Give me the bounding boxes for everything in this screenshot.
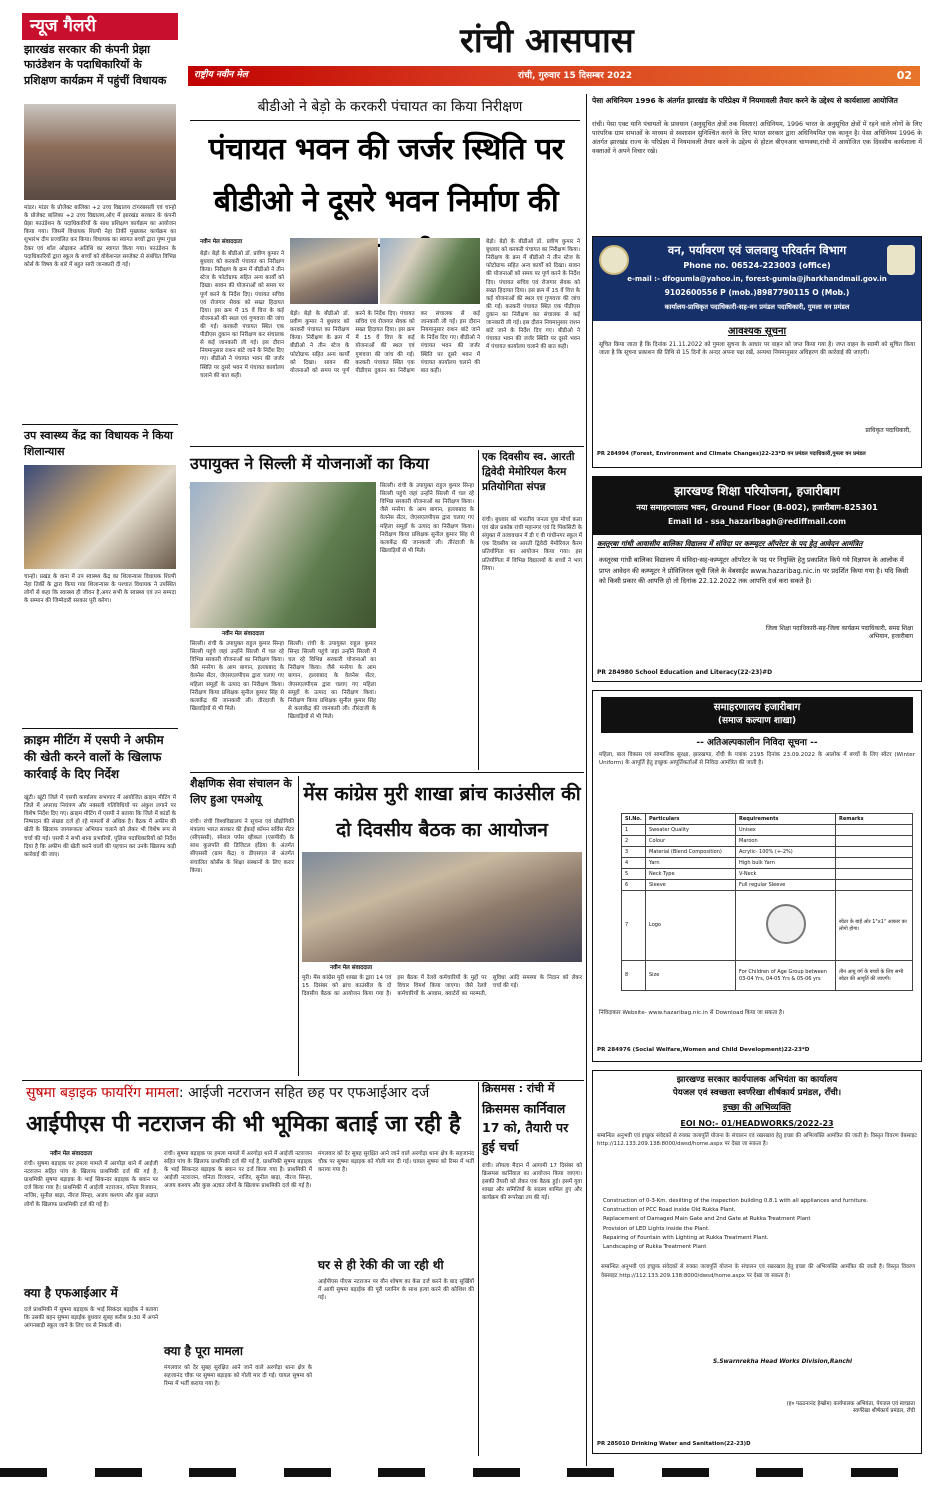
congress-byline: नवीन मेल संवाददाता — [330, 965, 373, 971]
sidebar-divider-2 — [22, 728, 178, 729]
list-item: Provision of LED Lights inside the Plant. — [603, 1225, 710, 1232]
sidebar-story-1-body: मांडर। मांडर के प्रोजेक्ट बालिका +2 उच्च विद्यालय टांगरबसली एवं चान्हो के प्रोजेक्ट बालिका +2 उच्च विद्यालय,ओए में झारखंड सरकार के कंपनी प्रेझा फाउंडेशन के पदाधिकारियों के साथ प्रशिक्षण कार्यक्रम का आयोजन किया गया। जिसमें विधायक शिल्पी नेहा तिर्की मुख्यकर कार्यक्रम का शुभारंभ दीप प्रज्वलित कर किया। विधायक का स्वागत बच्चों द्वारा पुष्प गुच्छ देकर एवं शॉल ओढ़ाकर अतिथि का स्वागत किया गया। फाउंडेशन के पदाधिकारियों द्वारा स्कूल के बच्चों को वोकेशनल सब्जेक्ट से संबंधित विभिन्न कोर्स के विषय के बारे में बहुत सारी जानकारी दी गई। — [24, 205, 176, 268]
table-row: 2 Colour Maroon — [622, 836, 913, 847]
silli-bottom-rule — [190, 772, 584, 773]
color-registration-strip — [0, 1468, 945, 1477]
shaikshik-divider — [298, 776, 299, 1076]
sidebar-story-2-body: चान्हो। प्रखंड के वाना में उप स्वास्थ्य केंद्र का शिलान्यास विधायक शिल्पी नेहा तिर्की के द्वारा किया गया शिलान्यास के पश्चात विधायक ने उपस्थित लोगों से कहा कि स्वास्थ्य ही जीवन है,अगर सभी के स्वास्थ्य एवं तन सम्पदा के सम्मान की जिम्मेदारी सरकार पूरी करेगा। — [24, 574, 176, 605]
congress-photo — [302, 852, 582, 962]
table-row: 5 Neck Type V-Neck — [622, 869, 913, 880]
aarti-headline: एक दिवसीय स्व. आरती द्विवेदी मेमोरियल कैरम प्रतियोगिता संपन्न — [482, 451, 575, 494]
list-item: Repairing of Fountain with Lighting at Rukka Treatment Plant. — [603, 1234, 769, 1241]
samaharnalaya-ad: समाहरणालय हजारीबाग (समाज कल्याण शाखा) -- अतिअल्पकालीन निविदा सूचना -- महिला, बाल विकास एवं सामाजिक सुरक्षा, झारखण्ड, राँची के पत्रांक 2195 दिनांक 23.09.2022 के आलोक में बच्चों के लिए स्वेटर (Winter Uniform) के आपूर्ति हेतु इच्छुक आपूर्तिकर्ताओं से निविदा आमंत्रित की जाती है। Sl.No. Particulars Requirements Remarks 1 Sweater Quality Unisex 2 Colour Maroon 3 Material (Blend Composition) Acrylic- 100% (+-2%) 4 Yarn High bulk Yarn 5 Neck Type V-Neck 6 Sleeve Full regular Sleeve 7 Logo स्वेटर के बाईं ओर 1"x1" आकार का लोगो होगा। 8 Size For Children of Age Group between 03-04 Yrs, 04-05 Yrs & 05-06 yrs तीन आयु वर्ग के बच्चों के लिए सभी स्वेटर की आपूर्ति की जाएगी। निविदाकार Website- www.hazaribag.nic.in से Download किया जा सकता है। PR 284976 (Social Welfare,Women and Child Development)22-23*D — [592, 690, 922, 1062]
masthead-title: रांची आसपास — [460, 21, 634, 61]
paibhar-ad: झारखण्ड सरकार कार्यपालक अभियंता का कार्यालय पेयजल एवं स्वच्छता स्वर्णरेखा शीर्षकार्य प्रमंडल, राँची। इच्छा की अभिव्यक्ति EOI NO:- 01/HEADWORKS/2022-23 सम्बन्धित अनुभवी एवं इच्छुक संवेदकों से रुक्का जलापूर्ति योजना के संचालन एवं रखरखाव हेतु इच्छा की अभिव्यक्ति आमंत्रित की जाती है। विस्तृत विवरण वेबसाइट http://112.133.209.138:8000/dwsd/home.aspx पर देखा जा सकता है। Construction of 0-3-Km. desilting of the inspection building 0.8.1 with all appliances and furniture. Construction of PCC Road inside Old Rukka Plant. Replacement of Damaged Main Gate and 2nd Gate at Rukka Treatment Plant Provision of LED Lights inside the Plant. Repairing of Fountain with Lighting at Rukka Treatment Plant. Landscaping of Rukka Treatment Plant सम्बन्धित अनुभवी एवं इच्छुक संवेदकों से रुक्का जलापूर्ति योजना के संचालन एवं रखरखाव हेतु इच्छा की अभिव्यक्ति आमंत्रित की जाती है। विस्तृत विवरण वेबसाइट http://112.133.209.138:8000/dwsd/home.aspx पर देखा जा सकता है। S.Swarnrekha Head Works Division,Ranchi (ह० पठठनानंद हेम्ब्रोम) कार्यपालक अभियंता, पेयजल एवं स्वच्छता स्वर्णरेखा शीर्षकार्य प्रमंडल, राँची PR 285010 Drinking Water and Sanitation(22-23)D — [592, 1070, 922, 1454]
lead-kicker: बीडीओ ने बेड़ो के करकरी पंचायत का किया निरीक्षण — [257, 99, 523, 115]
congress-headline: मेंस कांग्रेस मुरी शाखा ब्रांच काउंसील की दो दिवसीय बैठक का आयोजन — [303, 783, 581, 841]
ips-sub2: क्या है पूरा मामला — [164, 1344, 243, 1358]
silli-headline: उपायुक्त ने सिल्ली में योजनाओं का किया — [190, 454, 429, 473]
list-item: Landscaping of Rukka Treatment Plant — [603, 1243, 707, 1250]
sidebar-banner-text: न्यूज गैलरी — [30, 16, 96, 36]
shiksha-ad: झारखण्ड शिक्षा परियोजना, हजारीबाग नया समाहरणालय भवन, Ground Floor (B-002), हजारीबाग-825301 Email Id - ssa_hazaribagh@rediffmail.com कस्तूरबा गांधी आवासीय बालिका विद्यालय में संविदा पर कम्प्यूटर ऑपरेटर के पद हेतु आवेदन आमंत्रित कस्तूरबा गांधी बालिका विद्यालय में संविदा-सह-कम्प्यूटर ऑपरेटर के पद पर नियुक्ति हेतु प्रकाशित किये गये विज्ञापन के आलोक में प्राप्त आवेदन की कम्प्यूटर ने प्रोविजिनल सूची जिले के वेबसाईट www.hazaribag.nic.in पर प्रदर्शित किया गया है। यदि किसी को किसी प्रकार की आपत्ति हो तो दिनांक 22.12.2022 तक आपत्ति दर्ज करा सकते है। जिला शिक्षा पदाधिकारी-सह-जिला कार्यक्रम पदाधिकारी, समग्र शिक्षा अभियान, हजारीबाग PR 284980 School Education and Literacy(22-23)#D — [592, 476, 922, 682]
table-row: 6 Sleeve Full regular Sleeve — [622, 880, 913, 891]
ips-divider — [478, 1082, 479, 1456]
bottom-section-rule — [22, 1080, 584, 1081]
table-row: 7 Logo स्वेटर के बाईं ओर 1"x1" आकार का लोगो होगा। — [622, 891, 913, 961]
table-row: 4 Yarn High bulk Yarn — [622, 858, 913, 869]
masthead-paper: राष्ट्रीय नवीन मेल — [194, 70, 248, 80]
pesa-body: रांची। पेसा एक्ट यानि पंचायतों के प्रावधान (अनुसूचित क्षेत्रों तक विस्तार) अधिनियम, 1996 भारत के अनुसूचित क्षेत्रों में रहने वाले लोगों के लिए पारंपरिक ग्राम सभाओं के माध्यम से स्वशासन सुनिश्चित करने के लिए भारत सरकार द्वारा अधिनियमित एक कानून है। पेसा अधिनियम 1996 के अंतर्गत झारखंड राज्य के परिप्रेक्ष्य में नियमावली तैयार करने के उद्देश्य से होटल बीएनआर चाणक्या,रांची में आयोजित एक दिवसीय कार्यशाला में वक्ताओं ने अपने विचार रखे। — [592, 121, 922, 156]
masthead-bar — [188, 66, 920, 86]
sidebar-story-3-headline: क्राइम मीटिंग में एसपी ने अफीम की खेती करने वालों के खिलाफ कार्रवाई के दिए निर्देश — [24, 733, 164, 781]
shaikshik-body: रांची। रांची विश्वविद्यालय ने सूचना एवं प्रौद्योगिकी मंत्रालय भारत सरकार की ईकाई कॉमन सर्विस सेंटर (सीएससी), स्पेशल पर्पस व्हीकल (एसपीवी) के साथ कुलपति की डिजिटल इंडिया के अंतर्गत सीएससी (ग्राम केंद्र) व डीएसएल से अंतर्गत संचालित कोर्सेस के शिक्षा संस्थानों के लिए करार किया। — [190, 819, 294, 874]
ips-headline: आईपीएस पी नटराजन की भी भूमिका बताई जा रही है — [26, 1112, 461, 1137]
ips-sub1: क्या है एफआईआर में — [24, 1286, 118, 1300]
paibhar-items — [603, 1197, 915, 1252]
sidebar-divider-1 — [22, 424, 178, 425]
lead-body-col-3: बेड़ो। बेड़ो के बीडीओ डॉ. प्रवीण कुमार ने बुधवार को करकरी पंचायत का निरीक्षण किया। निरीक्षण के क्रम में बीडीओ ने तीन स्टेज के फोटोग्राफ सहित अन्य कार्यों को दिखा। सावन की योजनाओं को समय पर पूर्ण करने के निर्देश दिए। पंचायत सचिव एवं रोजगार सेवक को सख्त हिदायत दिया। इस क्रम में 15 वें वित्त के कई योजनाओं की स्थल एवं गुणवत्ता की जांच की गई। करकरी पंचायत स्थित एक पीडीएस दुकान का निरीक्षण कर संचालक से कई जानकारी ली गई। इस दौरान नियमानुसार राशन बांटे जाने के निर्देश दिए गए। बीडीओ ने पंचायत भवन की जर्जर स्थिति पर दूसरे भवन में पंचायत कार्यालय चलाने की बात कही। — [486, 239, 580, 351]
silli-photo — [190, 482, 376, 628]
silli-body-2: सिल्ली। रांची के उपायुक्त राहुल कुमार सिन्हा सिल्ली पहुंचे जहां उन्होंने सिल्ली में चल रहे विभिन्न सरकारी योजनाओं का निरीक्षण किया। जैसे मनरेगा के आम बागान, हल्लाबाद के वेलनेस सेंटर, जेएसएलपीएस द्वारा चलाए गए महिला समूहों के उत्पाद का निरीक्षण किया। निरीक्षण किया प्रशिक्षक सुनील कुमार सिंह से कलाकेंद्र की जानकारी ली। तीरंदाजी के खिलाड़ियों से भी मिले। — [288, 641, 376, 720]
sidebar-story-1-headline: झारखंड सरकार की कंपनी प्रेझा फाउंडेशन के पदाधिकारियों के प्रशिक्षण कार्यक्रम में पहुंचीं विधायक — [24, 43, 167, 87]
list-item: Construction of 0-3-Km. desilting of the inspection building 0.8.1 with all appliances and furniture. — [603, 1198, 868, 1204]
sidebar-story-1-photo — [24, 104, 176, 200]
table-row: 8 Size For Children of Age Group between 03-04 Yrs, 04-05 Yrs & 05-06 yrs तीन आयु वर्ग के बच्चों के लिए सभी स्वेटर की आपूर्ति की जाएगी। — [622, 961, 913, 991]
forest-seal-icon — [599, 245, 629, 275]
congress-body: मुरी। मेंस कांग्रेस मुरी शाखा के द्वारा 14 एवं 15 दिसंबर को ब्रांच काउंसील के दो दिवसीय बैठक का आयोजन किया गया है। इस बैठक में रेलवे कर्मचारियों के मुद्दों पर विचार विमर्श किया जाएगा। जैसे रेलवे कर्मचारियों के आवास, क्वार्टरों का मरम्मती, सुविधा आदि समस्या के निदान को लेकर चर्चा की गई। — [302, 975, 582, 998]
lead-kicker-rule — [190, 120, 580, 121]
masthead-dateline: रांची, गुरुवार 15 दिसम्बर 2022 — [518, 71, 632, 81]
shaikshik-headline: शैक्षणिक सेवा संचालन के लिए हुआ एमओयू — [190, 777, 292, 806]
aarti-body: रांची। बुधवार को भारतीय जनता युवा मोर्चा कला एवं खेल प्रकोष्ठ रांची महानगर एवं दि पिंकसिटी के संयुक्त में तत्वावधान में डी ए वी गांधीनगर स्कूल में एक दिवसीय स्व आरती द्विवेदी मेमोरियल कैरम प्रतियोगिता का आयोजन किया गया। इस प्रतियोगिता में विभिन्न विद्यालयों के बच्चों ने भाग लिया। — [482, 517, 582, 572]
lead-body-col-2: बेड़ो। बेड़ो के बीडीओ डॉ. प्रवीण कुमार ने बुधवार को करकरी पंचायत का निरीक्षण किया। निरीक्षण के क्रम में बीडीओ ने तीन स्टेज के फोटोग्राफ सहित अन्य कार्यों को दिखा। सावन की योजनाओं को समय पर पूर्ण करने के निर्देश दिए। पंचायत सचिव एवं रोजगार सेवक को सख्त हिदायत दिया। इस क्रम में 15 वें वित्त के कई योजनाओं की स्थल एवं गुणवत्ता की जांच की गई। करकरी पंचायत स्थित एक पीडीएस दुकान का निरीक्षण कर संचालक से कई जानकारी ली गई। इस दौरान नियमानुसार राशन बांटे जाने के निर्देश दिए गए। बीडीओ ने पंचायत भवन की जर्जर स्थिति पर दूसरे भवन में पंचायत कार्यालय चलाने की बात कही। — [290, 311, 480, 374]
ips-byline: नवीन मेल संवाददाता — [50, 1151, 93, 1157]
samaharnalaya-header: समाहरणालय हजारीबाग (समाज कल्याण शाखा) — [601, 697, 913, 733]
forest-ad-header: वन, पर्यावरण एवं जलवायु परिवर्तन विभाग Phone no. 06524-223003 (office) e-mail :- dfogumla@yahoo.in, forest-gumla@jharkhandmail.gov.in 9102600556 P (mob.)8987790115 O (Mob.) कार्यालय-प्राधिकृत पदाधिकारी-सह-वन प्रमंडल पदाधिकारी, गुमला वन प्रमंडल — [593, 237, 921, 321]
ips-kicker: सुषमा बड़ाइक फायरिंग मामला: आईजी नटराजन सहित छह पर एफआईआर दर्ज — [26, 1085, 430, 1101]
list-item: Construction of PCC Road inside Old Rukka Plant. — [603, 1207, 736, 1214]
forest-emblem-icon — [887, 245, 915, 275]
silli-divider — [478, 450, 479, 770]
sidebar-story-2-photo — [24, 465, 176, 569]
ips-sub3: घर से ही रेकी की जा रही थी — [318, 1258, 444, 1272]
list-item: Replacement of Damaged Main Gate and 2nd Gate at Rukka Treatment Plant — [603, 1216, 811, 1223]
shiksha-ad-header: झारखण्ड शिक्षा परियोजना, हजारीबाग नया समाहरणालय भवन, Ground Floor (B-002), हजारीबाग-825301 Email Id - ssa_hazaribagh@rediffmail.com — [593, 477, 921, 535]
ips-body-col3: मंगलवार को देर सुबह सुरक्षित आने जाने वाले अरगोड़ा थाना क्षेत्र के सहजानंद चौक पर सुषमा बड़ाइक को गोली मार दी गई। घायल सुषमा को रिम्स में भर्ती कराया गया है। — [318, 1151, 474, 1174]
sidebar-story-3-body: खूंटी। खूंटी जिले में एसपी कार्यालय सभागार में आयोजित क्राइम मीटिंग में जिले में अपराध नियंत्रण और नक्सली गतिविधियों पर अंकुश लगाने पर विशेष निर्देश दिए गए। क्राइम मीटिंग में एसपी ने बताया कि जिले में कांडों के निष्पादन की संख्या दर्ज हो रहे मामलों से अधिक है। बैठक में अफीम की खेती के खिलाफ जागरूकता अभियान चलाने को लेकर भी विशेष रूप से चर्चा की गई। एसपी ने सभी थाना प्रभारियों, पुलिस पदाधिकारियों को निर्देश दिया है कि अफीम की खेती करने वालों की पहचान कर उनके खिलाफ कड़ी कार्रवाई की जाए। — [24, 795, 176, 858]
christmas-body: रांची। लोयला मैदान में आगामी 17 दिसंबर को क्रिसमस कार्निवाल का आयोजन किया जाएगा। इसकी तैयारी को लेकर एक बैठक हुई। इसमें युवा शाखा और समितियों के सदस्य शामिल हुए और कार्यक्रम की रूपरेखा तय की गई। — [482, 1163, 582, 1202]
lead-byline: नवीन मेल संवाददाता — [200, 239, 243, 245]
lead-photo-2 — [380, 238, 480, 304]
ips-sub3-body: आईपीएस पीएस नटराजन पर यौन शोषण का केस दर्ज करने के बाद सुर्खियों में आयी सुषमा बड़ाईक की पूरी प्लानिंग के साथ हत्या करने की कोशिश की गई। — [318, 1279, 474, 1302]
col-divider-main — [586, 94, 587, 1466]
table-row: 1 Sweater Quality Unisex — [622, 825, 913, 836]
ips-sub1-body: दर्ज प्राथमिकी में सुषमा बड़ाइक के भाई सिकंदर बड़ाईक ने बताया कि उसकी बहन सुषमा बड़ाईक बुधवार सुबह करीब 9:30 में अपने आंगनबाड़ी स्कूल जाने के लिए घर से निकली थी। — [24, 1307, 158, 1330]
lead-headline: पंचायत भवन की जर्जर स्थिति पर बीडीओ ने दूसरे भवन निर्माण की — [208, 132, 564, 219]
spec-table-head: Sl.No. Particulars Requirements Remarks — [622, 814, 913, 825]
lead-photo-1 — [290, 238, 378, 304]
ips-body: रांची। सुषमा बड़ाइक पर हमला मामले में अरगोड़ा थाने में आईजी नटराजन सहित पांच के खिलाफ प्राथमिकी दर्ज की गई है, प्राथमिकी सुषमा बड़ाइक के भाई सिकन्दर बड़ाइक के बयान पर दर्ज किया गया है। प्राथमिकी में आईजी नटराजन, वनिता रिजवान, नाजिर, सुनील बाढ़ा, नीरज सिन्हा, अजय कश्यप और कुछ अज्ञात लोगों के खिलाफ प्राथमिकी दर्ज की गई है। — [24, 1161, 158, 1208]
lead-bottom-rule — [190, 446, 584, 447]
page-number: 02 — [896, 69, 912, 82]
table-row: 3 Material (Blend Composition) Acrylic- 100% (+-2%) — [622, 847, 913, 858]
lead-body-col-1: बेड़ो। बेड़ो के बीडीओ डॉ. प्रवीण कुमार ने बुधवार को करकरी पंचायत का निरीक्षण किया। निरीक्षण के क्रम में बीडीओ ने तीन स्टेज के फोटोग्राफ सहित अन्य कार्यों को दिखा। सावन की योजनाओं को समय पर पूर्ण करने के निर्देश दिए। पंचायत सचिव एवं रोजगार सेवक को सख्त हिदायत दिया। इस क्रम में 15 वें वित्त के कई योजनाओं की स्थल एवं गुणवत्ता की जांच की गई। करकरी पंचायत स्थित एक पीडीएस दुकान का निरीक्षण कर संचालक से कई जानकारी ली गई। इस दौरान नियमानुसार राशन बांटे जाने के निर्देश दिए गए। बीडीओ ने पंचायत भवन की जर्जर स्थिति पर दूसरे भवन में पंचायत कार्यालय चलाने की बात कही। — [200, 251, 284, 379]
silli-body-1: सिल्ली। रांची के उपायुक्त राहुल कुमार सिन्हा सिल्ली पहुंचे जहां उन्होंने सिल्ली में चल रहे विभिन्न सरकारी योजनाओं का निरीक्षण किया। जैसे मनरेगा के आम बागान, हल्लाबाद के वेलनेस सेंटर, जेएसएलपीएस द्वारा चलाए गए महिला समूहों के उत्पाद का निरीक्षण किया। निरीक्षण किया प्रशिक्षक सुनील कुमार सिंह से कलाकेंद्र की जानकारी ली। तीरंदाजी के खिलाड़ियों से भी मिले। — [190, 641, 284, 712]
christmas-kicker: क्रिसमस : रांची में — [482, 1082, 555, 1095]
pesa-headline: पेसा अधिनियम 1996 के अंतर्गत झारखंड के परिप्रेक्ष्य में नियमावली तैयार करने के उद्देश्य से कार्यशाला आयोजित — [592, 96, 898, 105]
christmas-headline: क्रिसमस कार्निवाल 17 को, तैयारी पर हुई चर्चा — [482, 1101, 569, 1154]
forest-ad: वन, पर्यावरण एवं जलवायु परिवर्तन विभाग Phone no. 06524-223003 (office) e-mail :- dfogumla@yahoo.in, forest-gumla@jharkhandmail.gov.in 9102600556 P (mob.)8987790115 O (Mob.) कार्यालय-प्राधिकृत पदाधिकारी-सह-वन प्रमंडल पदाधिकारी, गुमला वन प्रमंडल आवश्यक सूचना सूचित किया जाता है कि दिनांक 21.11.2022 को गुमला सुचना के आधार पर वाहन को जप्त किया गया है। जप्त वाहन के स्वामी को सूचित किया जाता है कि सूचना प्रकाशन की तिथि से 15 दिनों के अन्दर अपना पक्ष रखें, अन्यथा नियमानुसार अधिहरण की कार्रवाई की जाएगी। प्राधिकृत पदाधिकारी, PR 284994 (Forest, Environment and Climate Changes)22-23*D वन प्रमंडल पदाधिकारी,गुमला वन प्रमंडल — [592, 236, 922, 468]
silli-body-3: सिल्ली। रांची के उपायुक्त राहुल कुमार सिन्हा सिल्ली पहुंचे जहां उन्होंने सिल्ली में चल रहे विभिन्न सरकारी योजनाओं का निरीक्षण किया। जैसे मनरेगा के आम बागान, हल्लाबाद के वेलनेस सेंटर, जेएसएलपीएस द्वारा चलाए गए महिला समूहों के उत्पाद का निरीक्षण किया। निरीक्षण किया प्रशिक्षक सुनील कुमार सिंह से कलाकेंद्र की जानकारी ली। तीरंदाजी के खिलाड़ियों से भी मिले। — [380, 483, 474, 554]
sweater-spec-table — [621, 813, 913, 991]
ips-body-col2: रांची। सुषमा बड़ाइक पर हमला मामले में अरगोड़ा थाने में आईजी नटराजन सहित पांच के खिलाफ प्राथमिकी दर्ज की गई है, प्राथमिकी सुषमा बड़ाइक के भाई सिकन्दर बड़ाइक के बयान पर दर्ज किया गया है। प्राथमिकी में आईजी नटराजन, वनिता रिजवान, नाजिर, सुनील बाढ़ा, नीरज सिन्हा, अजय कश्यप और कुछ अज्ञात लोगों के खिलाफ प्राथमिकी दर्ज की गई है। — [164, 1151, 312, 1190]
sidebar-banner — [22, 13, 178, 40]
silli-byline: नवीन मेल संवाददाता — [222, 631, 265, 637]
logo-emblem-icon — [766, 904, 806, 944]
sidebar-story-2-headline: उप स्वास्थ्य केंद्र का विधायक ने किया शिलान्यास — [24, 429, 173, 458]
ips-sub2-body: मंगलवार को देर सुबह सुरक्षित आने जाने वाले अरगोड़ा थाना क्षेत्र के सहजानंद चौक पर सुषमा बड़ाइक को गोली मार दी गई। घायल सुषमा को रिम्स में भर्ती कराया गया है। — [164, 1365, 312, 1388]
